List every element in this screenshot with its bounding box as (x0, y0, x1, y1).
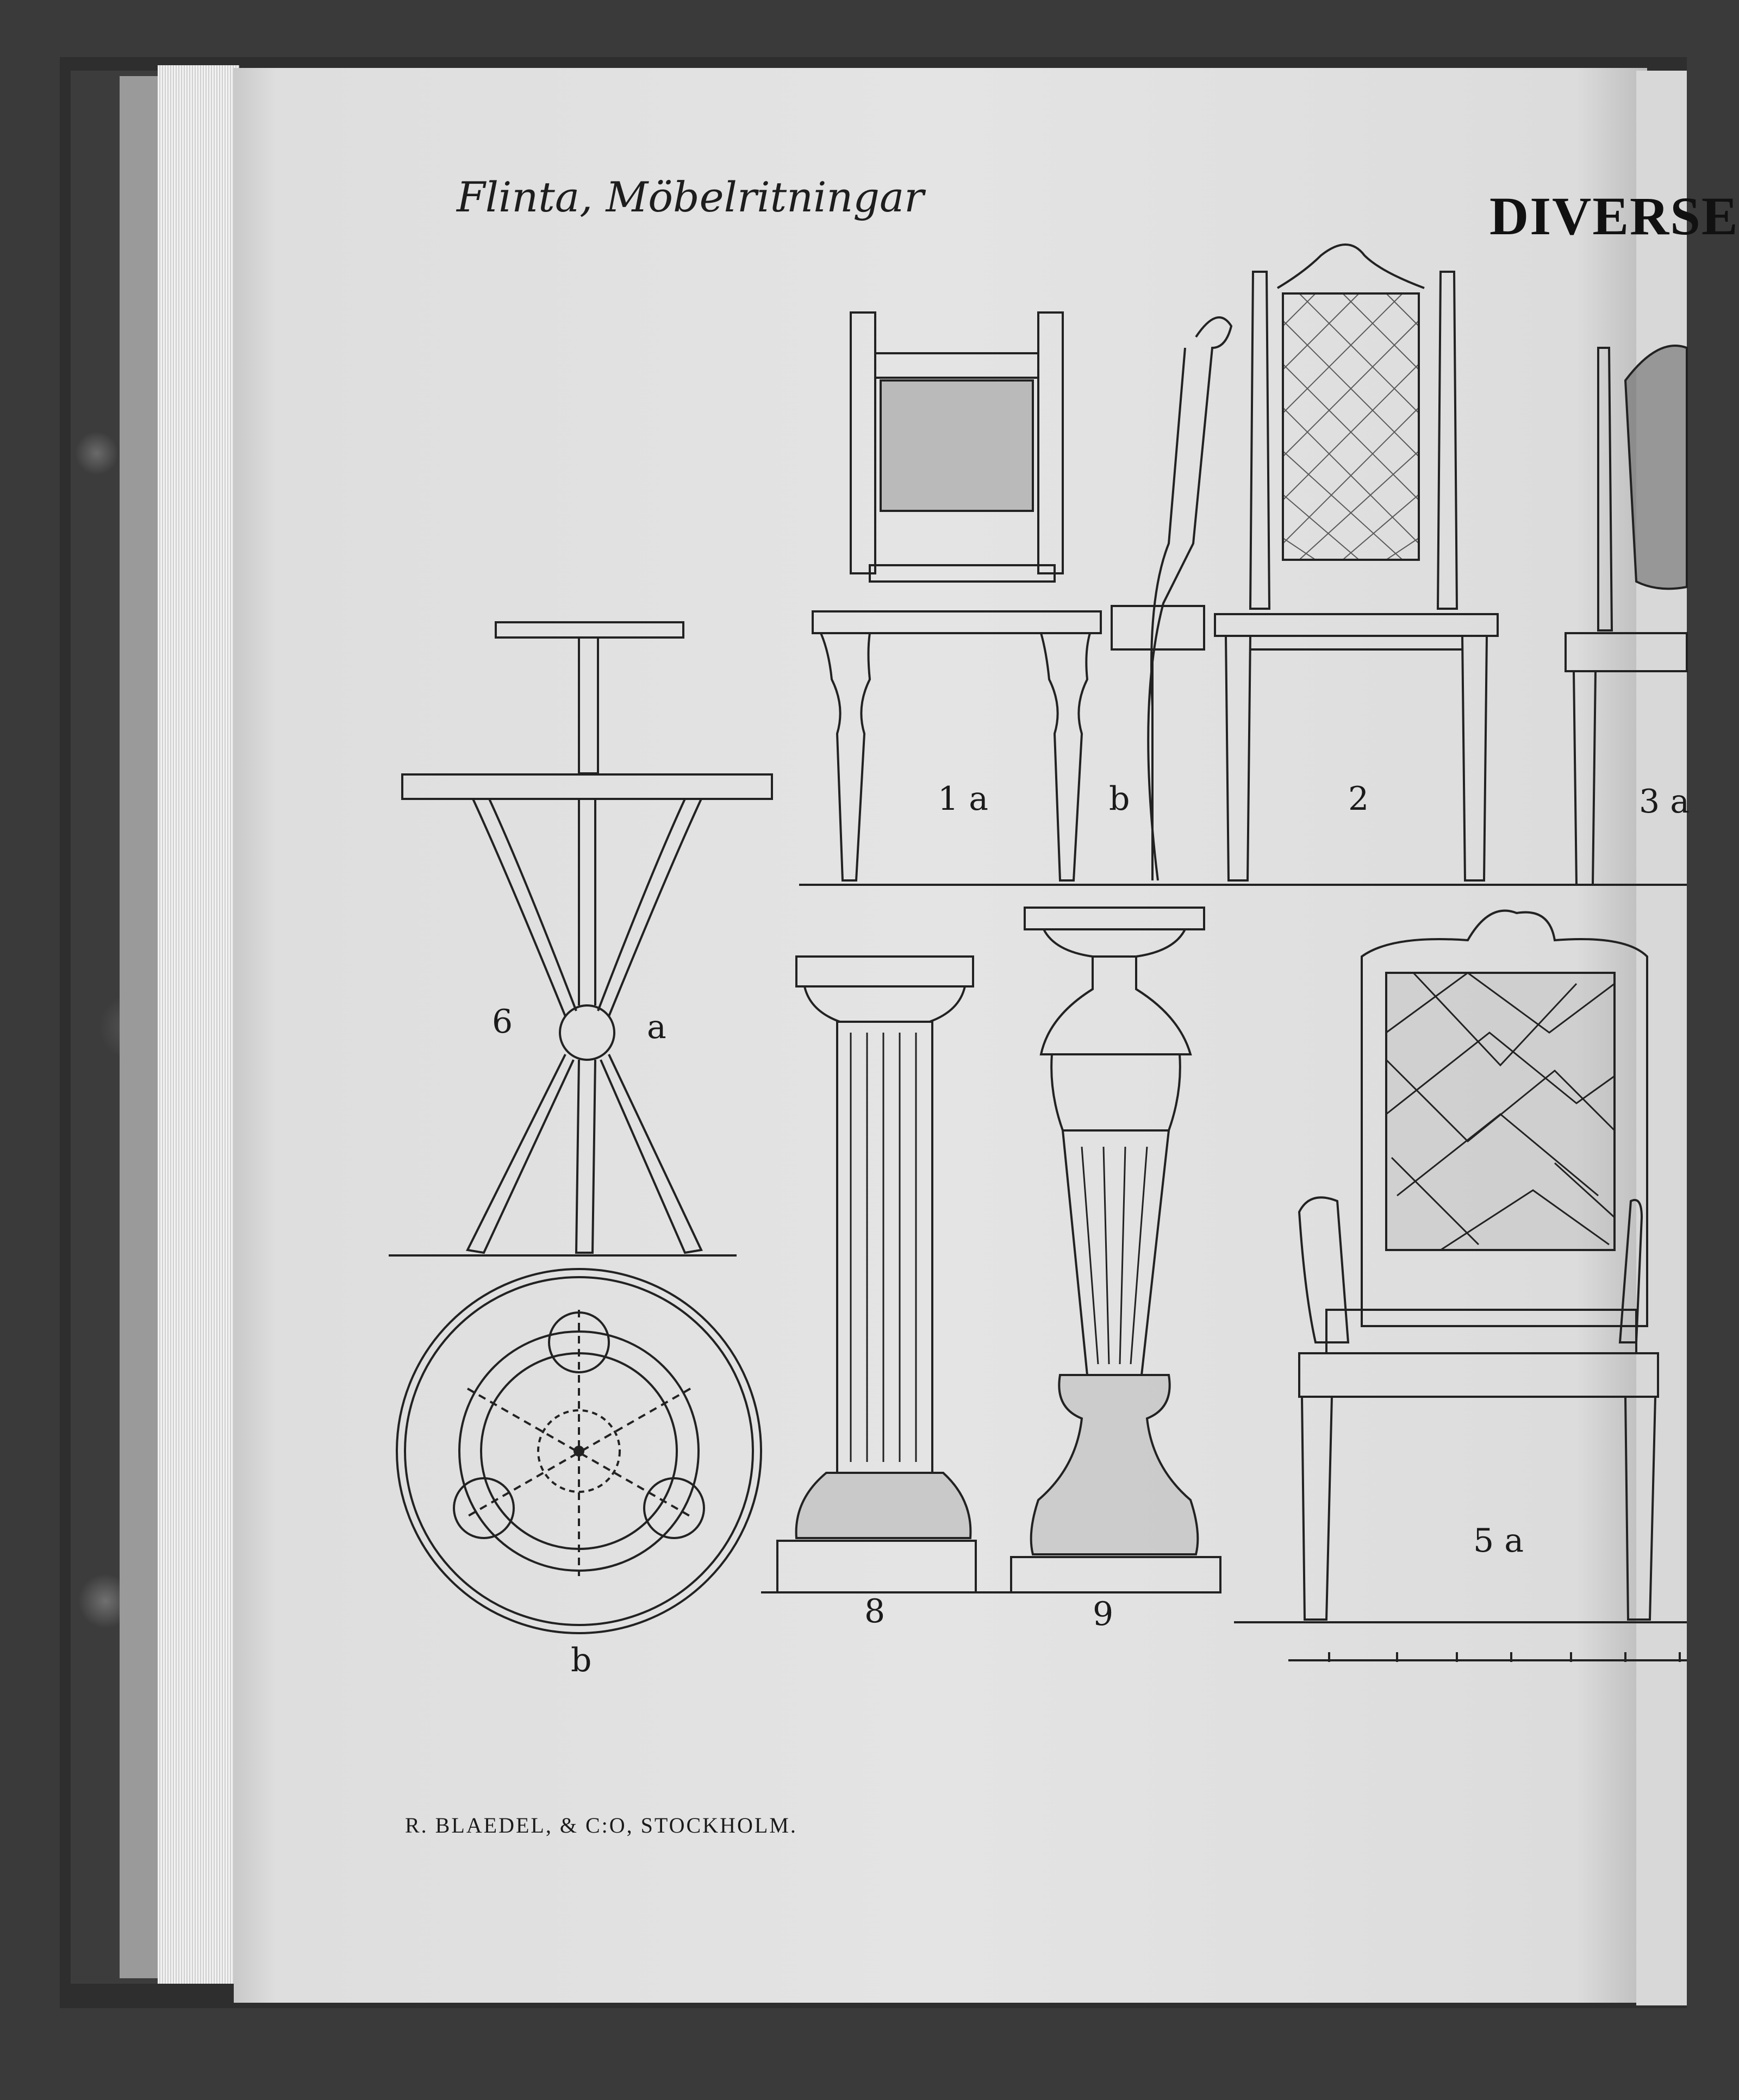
figure-label-8: 8 (864, 1592, 886, 1630)
book-title: Flinta, Möbelritningar (457, 173, 924, 221)
plate-title: DIVERSE (1489, 186, 1739, 246)
figure-label-1b: b (1109, 780, 1130, 818)
column-8-drawing (777, 957, 976, 1592)
figure-label-3a: 3 a (1639, 783, 1690, 821)
figure-label-2: 2 (1348, 780, 1369, 818)
figure-label-1a: 1 a (938, 780, 989, 818)
publisher-imprint: R. BLAEDEL, & C:O, STOCKHOLM. (405, 1813, 797, 1838)
figure-label-6b: b (571, 1641, 592, 1679)
figure-label-6: 6 (492, 1003, 513, 1041)
table-6a-drawing (402, 622, 772, 1253)
scale-bar-drawing (1288, 1652, 1687, 1662)
figure-label-6a: a (647, 1008, 666, 1046)
pedestal-9-drawing (1011, 908, 1220, 1592)
armchair-5a-drawing (1299, 911, 1658, 1620)
table-6b-plan-drawing (397, 1269, 761, 1633)
figure-label-9: 9 (1093, 1595, 1114, 1633)
figure-label-5a: 5 a (1473, 1522, 1524, 1560)
